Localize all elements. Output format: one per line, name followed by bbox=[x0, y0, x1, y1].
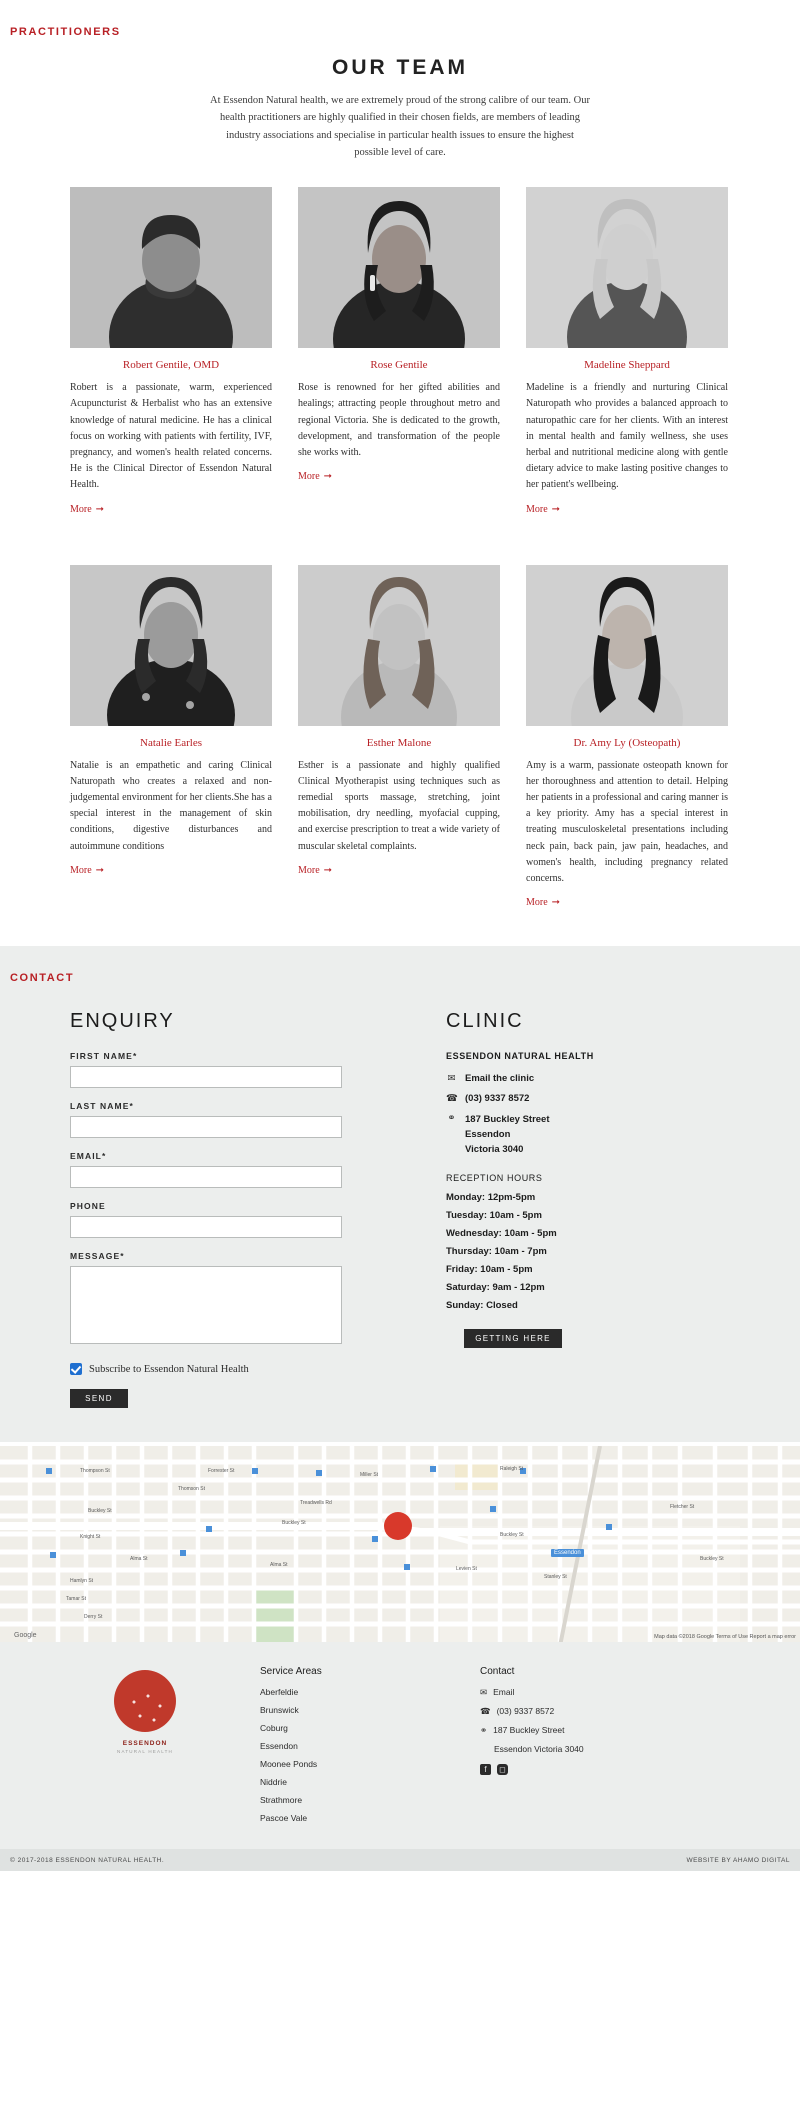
team-card bbox=[70, 187, 272, 516]
practitioner-name[interactable]: Robert Gentile, OMD bbox=[122, 359, 220, 372]
message-label: MESSAGE* bbox=[70, 1251, 125, 1262]
map-location-pin[interactable] bbox=[384, 1512, 412, 1540]
footer-columns bbox=[70, 1666, 730, 1831]
map-station-badge: Essendon bbox=[551, 1549, 584, 1557]
team-card bbox=[526, 565, 728, 911]
hours-line: Tuesday: 10am - 5pm bbox=[446, 1210, 542, 1222]
hours-line: Monday: 12pm-5pm bbox=[446, 1192, 536, 1204]
arrow-right-icon: ➞ bbox=[323, 864, 333, 876]
practitioner-photo bbox=[298, 565, 500, 726]
more-link[interactable] bbox=[70, 504, 104, 515]
clinic-email-label: Email the clinic bbox=[465, 1073, 535, 1085]
facebook-icon[interactable]: f bbox=[480, 1764, 491, 1775]
section-label-practitioners: PRACTITIONERS bbox=[10, 26, 121, 38]
map-street-label: Stanley St bbox=[544, 1574, 567, 1581]
copyright-text: © 2017-2018 ESSENDON NATURAL HEALTH. bbox=[10, 1856, 165, 1864]
service-areas-heading: Service Areas bbox=[260, 1666, 322, 1678]
map-street-label: Miller St bbox=[360, 1472, 379, 1479]
arrow-right-icon: ➞ bbox=[323, 471, 333, 483]
instagram-icon[interactable]: ◻ bbox=[497, 1764, 508, 1775]
first-name-label: FIRST NAME* bbox=[70, 1051, 138, 1062]
logo-icon bbox=[114, 1670, 176, 1732]
practitioner-bio: Natalie is an empathetic and caring Clinical Naturopath who creates a relaxed and non-judgemental environment for her clients.She has a special interest in the management of skin conditions, digestive disturbances and autoimmune conditions bbox=[70, 759, 272, 852]
send-button[interactable]: SEND bbox=[70, 1389, 128, 1408]
practitioner-name[interactable]: Rose Gentile bbox=[370, 359, 428, 372]
map-street-label: Alma St bbox=[270, 1562, 288, 1569]
copyright-bar bbox=[0, 1849, 800, 1871]
team-card bbox=[298, 187, 500, 516]
team-card bbox=[298, 565, 500, 911]
team-intro: At Essendon Natural health, we are extremely proud of the strong calibre of our team. Our health practitioners are highly qualified in their chosen fields, are members of leading industry associations and specialise in particular health issues to ensure the highest possible level of care. bbox=[210, 95, 590, 158]
more-label: More bbox=[526, 503, 548, 515]
hours-line: Saturday: 9am - 12pm bbox=[446, 1282, 545, 1294]
clinic-phone-row[interactable] bbox=[446, 1093, 726, 1104]
map-street-label: Tamar St bbox=[66, 1596, 87, 1603]
service-area-item[interactable]: Niddrie bbox=[260, 1777, 287, 1788]
practitioner-name[interactable]: Madeline Sheppard bbox=[584, 359, 670, 372]
map-street-label: Hamlyn St bbox=[70, 1578, 94, 1585]
practitioner-photo bbox=[70, 187, 272, 348]
more-link[interactable] bbox=[298, 865, 332, 876]
map-street-label: Buckley St bbox=[700, 1556, 724, 1563]
more-label: More bbox=[70, 864, 92, 876]
address-line-1: 187 Buckley Street bbox=[465, 1114, 550, 1126]
more-link[interactable] bbox=[70, 865, 104, 876]
practitioner-bio: Esther is a passionate and highly qualified Clinical Myotherapist using techniques such as remedial sports massage, stretching, joint mobilisation, dry needling, myofacial cupping, and exercise prescription to treat a wide variety of muscular skeletal complaints. bbox=[298, 759, 500, 852]
hours-heading: RECEPTION HOURS bbox=[446, 1173, 543, 1184]
map-street-label: Treadwells Rd bbox=[300, 1500, 332, 1507]
hours-line: Friday: 10am - 5pm bbox=[446, 1264, 533, 1276]
map-street-label: Alma St bbox=[130, 1556, 148, 1563]
service-area-item[interactable]: Strathmore bbox=[260, 1795, 303, 1806]
map-street-label: Buckley St bbox=[500, 1532, 524, 1539]
arrow-right-icon: ➞ bbox=[551, 897, 561, 909]
getting-here-button[interactable]: GETTING HERE bbox=[464, 1329, 562, 1348]
clinic-email-row[interactable] bbox=[446, 1073, 726, 1084]
subscribe-row[interactable] bbox=[70, 1363, 400, 1375]
more-label: More bbox=[298, 471, 320, 483]
contact-section bbox=[0, 946, 800, 1442]
envelope-icon: ✉ bbox=[480, 1687, 488, 1698]
map[interactable] bbox=[0, 1442, 800, 1642]
map-street-label: Buckley St bbox=[88, 1508, 112, 1515]
enquiry-form bbox=[70, 1010, 400, 1408]
clinic-address-row bbox=[446, 1113, 726, 1157]
phone-input[interactable] bbox=[70, 1216, 342, 1238]
footer-address: 187 Buckley Street bbox=[493, 1725, 565, 1736]
first-name-input[interactable] bbox=[70, 1066, 342, 1088]
address-line-2: Essendon bbox=[465, 1128, 511, 1140]
map-street-label: Levien St bbox=[456, 1566, 477, 1573]
hours-line: Sunday: Closed bbox=[446, 1300, 518, 1312]
team-card bbox=[526, 187, 728, 516]
hours-line: Wednesday: 10am - 5pm bbox=[446, 1228, 557, 1240]
logo-name: ESSENDON bbox=[122, 1740, 168, 1748]
service-area-item[interactable]: Pascoe Vale bbox=[260, 1813, 308, 1824]
footer-phone: (03) 9337 8572 bbox=[496, 1706, 555, 1717]
footer-email-label: Email bbox=[493, 1687, 515, 1698]
map-street-label: Derry St bbox=[84, 1614, 103, 1621]
practitioner-photo bbox=[526, 187, 728, 348]
service-area-item[interactable]: Coburg bbox=[260, 1723, 288, 1734]
envelope-icon: ✉ bbox=[447, 1073, 456, 1085]
map-attribution: Map data ©2018 Google Terms of Use Report a map error bbox=[654, 1634, 796, 1641]
section-label-contact: CONTACT bbox=[10, 972, 75, 985]
more-link[interactable] bbox=[298, 471, 332, 482]
practitioner-photo bbox=[298, 187, 500, 348]
footer-contact-heading: Contact bbox=[480, 1666, 515, 1678]
map-street-label: Buckley St bbox=[282, 1520, 306, 1527]
service-area-item[interactable]: Brunswick bbox=[260, 1705, 299, 1716]
map-street-label: Knight St bbox=[80, 1534, 101, 1541]
last-name-input[interactable] bbox=[70, 1116, 342, 1138]
footer-phone-row[interactable] bbox=[480, 1706, 700, 1717]
subscribe-label: Subscribe to Essendon Natural Health bbox=[89, 1363, 249, 1375]
last-name-label: LAST NAME* bbox=[70, 1101, 134, 1112]
more-link[interactable] bbox=[526, 897, 560, 908]
practitioner-name[interactable]: Esther Malone bbox=[366, 736, 432, 749]
map-street-label: Forrester St bbox=[208, 1468, 235, 1475]
map-tiles bbox=[0, 1446, 800, 1642]
service-area-item[interactable]: Aberfeldie bbox=[260, 1687, 299, 1698]
practitioner-photo bbox=[70, 565, 272, 726]
logo-subtitle: NATURAL HEALTH bbox=[117, 1749, 173, 1755]
google-logo: Google bbox=[14, 1632, 37, 1640]
location-pin-icon: ⚭ bbox=[480, 1725, 488, 1736]
message-input[interactable] bbox=[70, 1266, 342, 1344]
clinic-name: ESSENDON NATURAL HEALTH bbox=[446, 1051, 594, 1062]
practitioner-bio: Robert is a passionate, warm, experienced Acupuncturist & Herbalist who has an extensive knowledge of natural medicine. He has a clinical focus on working with patients with fertility, IVF, pregnancy, and women's health related concerns. He is the Clinical Director of Essendon Natural Health. bbox=[70, 382, 272, 491]
arrow-right-icon: ➞ bbox=[95, 864, 105, 876]
team-header bbox=[0, 56, 800, 161]
social-links bbox=[480, 1764, 700, 1775]
footer bbox=[0, 1642, 800, 1849]
more-label: More bbox=[298, 864, 320, 876]
subscribe-checkbox[interactable] bbox=[70, 1363, 82, 1375]
location-pin-icon: ⚭ bbox=[447, 1113, 456, 1125]
map-street-label: Thompson St bbox=[80, 1468, 110, 1475]
practitioner-name[interactable]: Dr. Amy Ly (Osteopath) bbox=[573, 736, 681, 749]
footer-email-row[interactable] bbox=[480, 1687, 700, 1698]
service-area-item[interactable]: Essendon bbox=[260, 1741, 298, 1752]
team-grid bbox=[70, 187, 730, 910]
map-street-label: Thomson St bbox=[178, 1486, 205, 1493]
clinic-info bbox=[446, 1010, 726, 1408]
footer-contact bbox=[480, 1666, 700, 1831]
practitioners-section bbox=[0, 0, 800, 910]
map-street-label: Fletcher St bbox=[670, 1504, 695, 1511]
arrow-right-icon: ➞ bbox=[95, 503, 105, 515]
clinic-phone: (03) 9337 8572 bbox=[465, 1093, 530, 1105]
more-label: More bbox=[526, 897, 548, 909]
team-card bbox=[70, 565, 272, 911]
practitioner-bio: Amy is a warm, passionate osteopath known for her thoroughness and attention to detail. Helping her patients in a professional and caring manner is a key priority. Amy has a special interest in treating musculoskeletal presentations including neck pain, back pain, jaw pain, headaches, and women's health, including pregnancy related concerns. bbox=[526, 759, 728, 884]
phone-icon: ☎ bbox=[446, 1093, 458, 1105]
page-title: OUR TEAM bbox=[332, 56, 468, 79]
practitioner-bio: Madeline is a friendly and nurturing Clinical Naturopath who provides a balanced approach to naturopathic care for her clients. With an interest in mental health and family wellness, she uses herbal and nutritional medicine along with gentle dietary advice to make lasting positive changes to her patient's wellbeing. bbox=[526, 382, 728, 491]
footer-address-row bbox=[480, 1725, 700, 1736]
email-label: EMAIL* bbox=[70, 1151, 107, 1162]
more-label: More bbox=[70, 503, 92, 515]
clinic-heading: CLINIC bbox=[446, 1010, 524, 1033]
email-input[interactable] bbox=[70, 1166, 342, 1188]
practitioner-name[interactable]: Natalie Earles bbox=[140, 736, 202, 749]
footer-address-2: Essendon Victoria 3040 bbox=[494, 1744, 584, 1755]
website-credit[interactable]: WEBSITE BY AHAMO DIGITAL bbox=[686, 1856, 790, 1864]
service-area-item[interactable]: Moonee Ponds bbox=[260, 1759, 318, 1770]
phone-icon: ☎ bbox=[480, 1706, 491, 1717]
map-street-label: Raleigh St bbox=[500, 1466, 524, 1473]
arrow-right-icon: ➞ bbox=[551, 503, 561, 515]
practitioner-bio: Rose is renowned for her gifted abilities and healings; attracting people throughout metro and regional Victoria. She is dedicated to the growth, development, and transformation of the people she works with. bbox=[298, 382, 500, 458]
hours-line: Thursday: 10am - 7pm bbox=[446, 1246, 547, 1258]
contact-columns bbox=[70, 1010, 730, 1408]
more-link[interactable] bbox=[526, 504, 560, 515]
clinic-address bbox=[465, 1113, 550, 1157]
practitioner-photo bbox=[526, 565, 728, 726]
phone-label: PHONE bbox=[70, 1201, 106, 1212]
footer-logo[interactable] bbox=[70, 1666, 220, 1831]
enquiry-heading: ENQUIRY bbox=[70, 1010, 175, 1033]
address-line-3: Victoria 3040 bbox=[465, 1143, 524, 1155]
footer-service-areas bbox=[260, 1666, 440, 1831]
